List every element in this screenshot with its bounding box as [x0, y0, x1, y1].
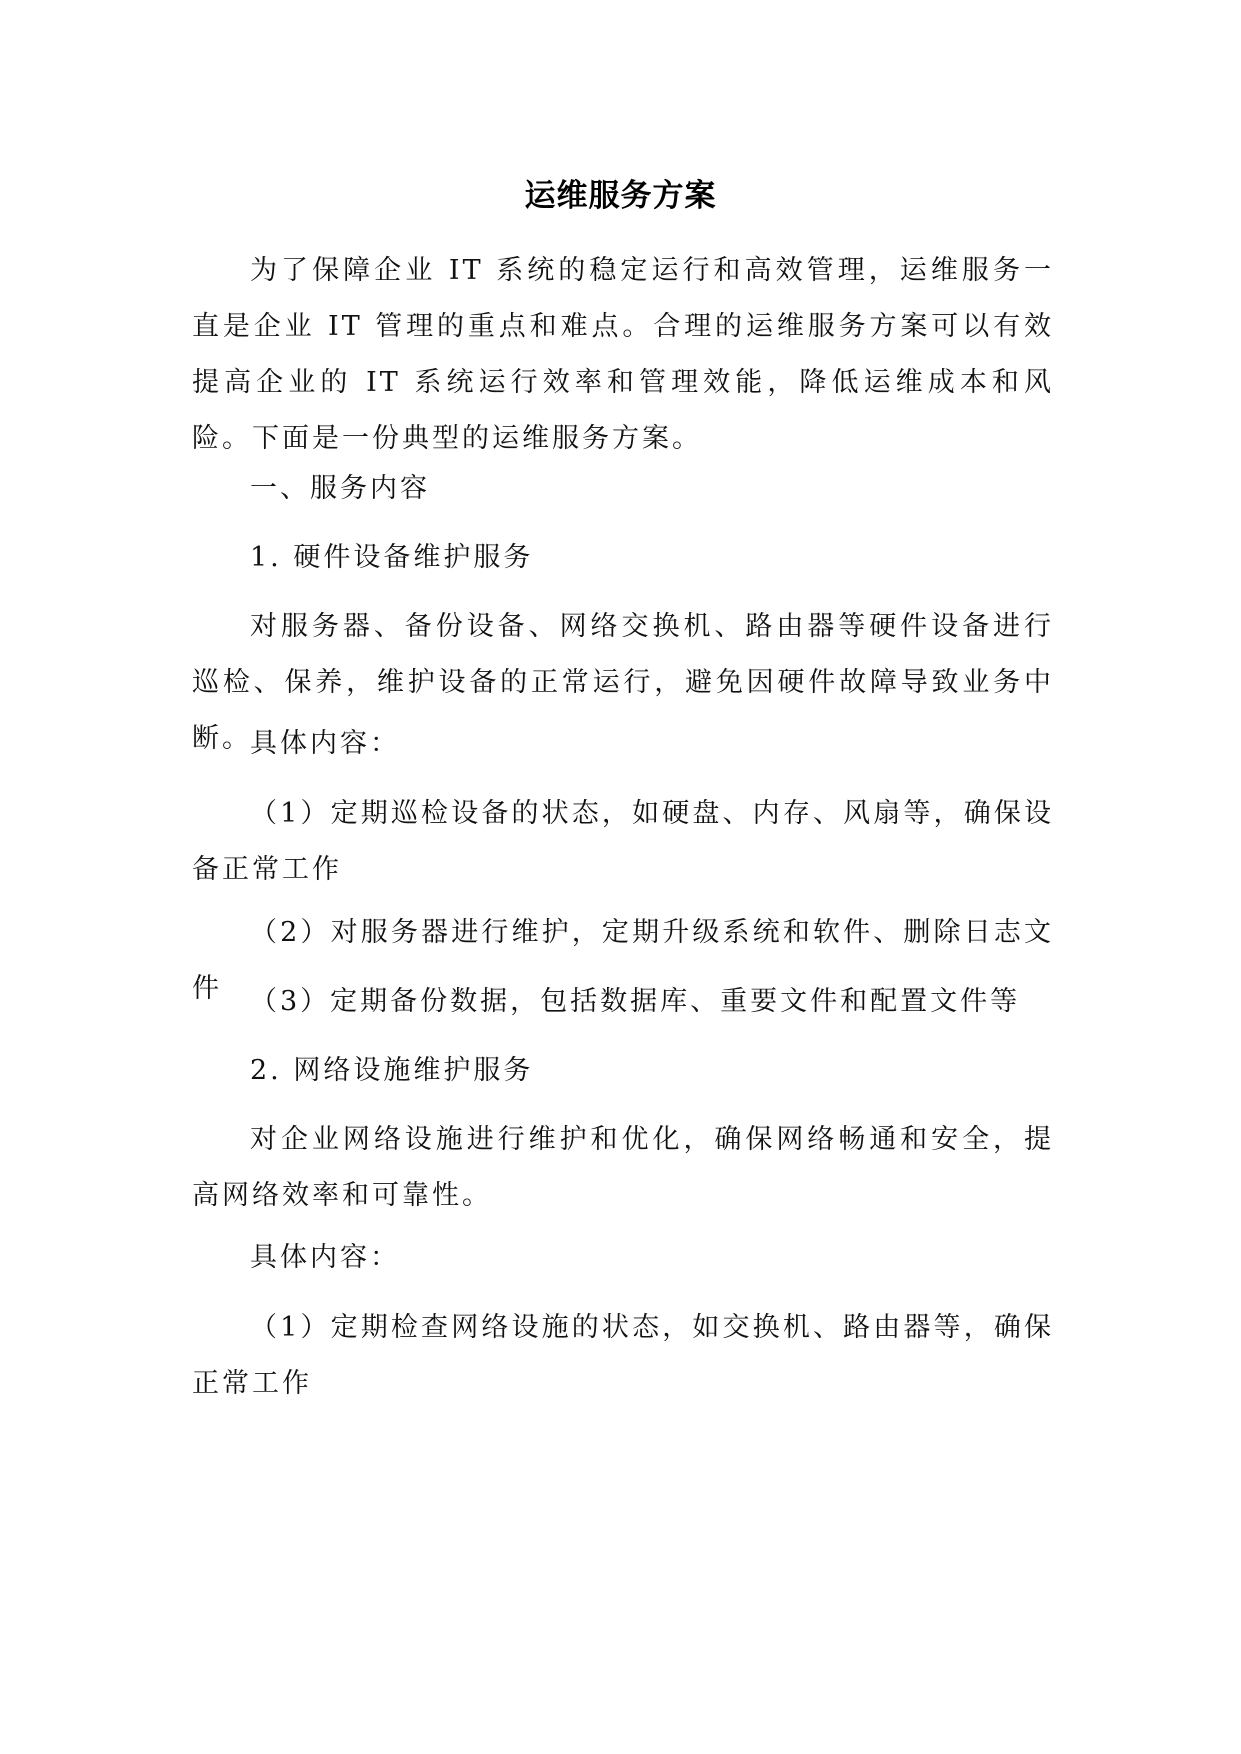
- hardware-item-1: （1）定期巡检设备的状态，如硬盘、内存、风扇等，确保设备正常工作: [192, 798, 1054, 885]
- intro-paragraph: 为了保障企业 IT 系统的稳定运行和高效管理，运维服务一直是企业 IT 管理的重点和难点。合理的运维服务方案可以有效提高企业的 IT 系统运行效率和管理效能，降低运维成本和风险。下面是一份典型的运维服务方案。: [192, 255, 1054, 454]
- subheading-network-maintenance: 2. 网络设施维护服务: [250, 1055, 534, 1086]
- hardware-item-3: （3）定期备份数据，包括数据库、重要文件和配置文件等: [250, 986, 1021, 1017]
- network-item-1: （1）定期检查网络设施的状态，如交换机、路由器等，确保正常工作: [192, 1312, 1054, 1399]
- section-heading-service-content: 一、服务内容: [250, 473, 430, 504]
- hardware-details-label: 具体内容：: [250, 728, 400, 759]
- hardware-item-2: （2）对服务器进行维护，定期升级系统和软件、删除日志文件: [192, 917, 1054, 1004]
- network-details-label: 具体内容：: [250, 1242, 400, 1273]
- document-title: 运维服务方案: [524, 178, 717, 214]
- network-description-paragraph: 对企业网络设施进行维护和优化，确保网络畅通和安全，提高网络效率和可靠性。: [192, 1124, 1054, 1211]
- hardware-description-paragraph: 对服务器、备份设备、网络交换机、路由器等硬件设备进行巡检、保养，维护设备的正常运行，避免因硬件故障导致业务中断。: [192, 611, 1054, 754]
- subheading-hardware-maintenance: 1. 硬件设备维护服务: [250, 542, 534, 573]
